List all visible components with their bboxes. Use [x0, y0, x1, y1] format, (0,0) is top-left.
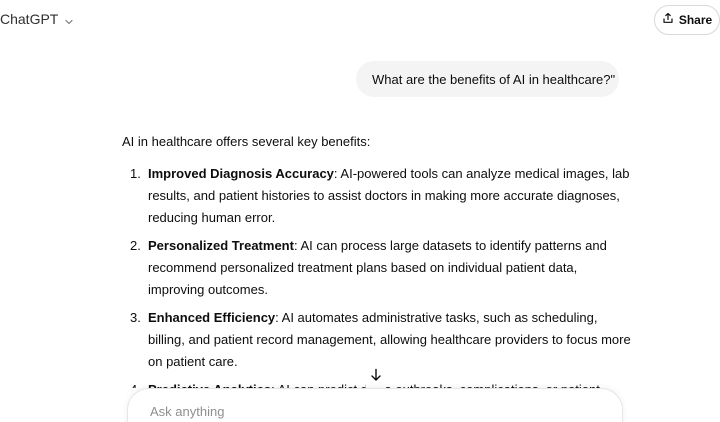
- share-label: Share: [678, 13, 713, 27]
- model-name: ChatGPT: [0, 11, 59, 27]
- list-item: [122, 163, 632, 229]
- list-number: 3.: [130, 310, 141, 325]
- user-message: What are the benefits of AI in healthcare?": [356, 61, 619, 97]
- message-input[interactable]: [150, 401, 590, 421]
- list-number: 1.: [130, 166, 141, 181]
- list-item: [122, 307, 632, 373]
- item-title: Personalized Treatment: [148, 238, 294, 253]
- message-composer[interactable]: [127, 388, 623, 422]
- model-selector[interactable]: [0, 11, 74, 27]
- item-title: Improved Diagnosis Accuracy: [148, 166, 334, 181]
- assistant-intro: AI in healthcare offers several key benefits:: [122, 134, 371, 149]
- item-text: : AI can process large datasets to identify patterns and recommend personalized treatment plans based on individual patient data, improving outcomes.: [148, 238, 607, 297]
- share-icon: [662, 11, 674, 29]
- item-text: : AI automates administrative tasks, such as scheduling, billing, and patient record management, allowing healthcare providers to focus more on patient care.: [148, 310, 631, 369]
- item-title: Enhanced Efficiency: [148, 310, 276, 325]
- header: [0, 0, 720, 42]
- arrow-down-icon: [370, 368, 382, 387]
- list-item: [122, 235, 632, 301]
- chevron-down-icon: [64, 14, 74, 24]
- list-number: 2.: [130, 238, 141, 253]
- scroll-to-bottom-button[interactable]: [366, 366, 386, 388]
- share-button[interactable]: [654, 5, 720, 35]
- item-text: : AI-powered tools can analyze medical images, lab results, and patient histories to assist doctors in making more accurate diagnoses, reducing human error.: [148, 166, 630, 225]
